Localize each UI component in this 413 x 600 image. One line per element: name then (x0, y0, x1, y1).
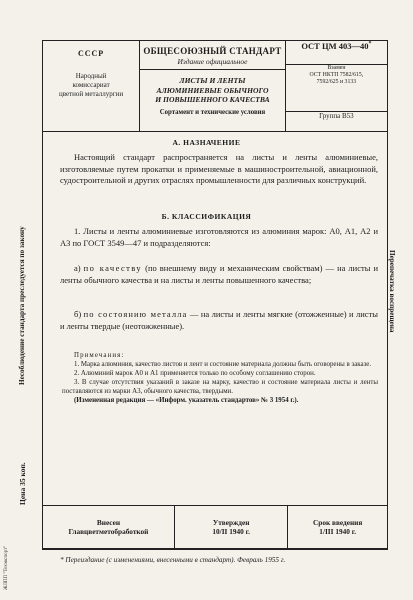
note-2: 2. Алюминий марок А0 и А1 применяется только по особому соглашению сторон. (74, 370, 316, 377)
approved-cell: Утвержден 10/II 1940 г. (174, 506, 287, 549)
issuer-org: Народный комиссариат цветной металлургии (59, 72, 124, 98)
note-3: 3. В случае отсутствия указаний в заказе на марку, качество и состояние материала листы и ленты поставляются из марки А3, обычного качества, твердыми. (62, 379, 378, 395)
section-b-heading: Б. КЛАССИФИКАЦИЯ (161, 212, 252, 221)
price-label: Цена 35 коп. (18, 462, 27, 505)
standard-number: ОСТ ЦМ 403—40* (285, 41, 387, 65)
title-cell (140, 41, 286, 132)
document-title: ЛИСТЫ И ЛЕНТЫ АЛЮМИНИЕВЫЕ ОБЫЧНОГО И ПОВЫШЕННОГО КАЧЕСТВА (155, 76, 270, 104)
classification-p2: а) по качеству (по внешнему виду и механическим свойствам) — на листы и ленты обычного качества и на листы и ленты повышенного качества; (60, 263, 379, 285)
classification-p1: 1. Листы и ленты алюминиевые изготовляются из алюминия марок: А0, А1, А2 и А3 по ГОСТ 3549—47 и подразделяются: (60, 226, 378, 248)
publisher-stamp: ЖЛПП "Техэкспорт" (4, 545, 9, 590)
header-table (42, 40, 388, 132)
standard-title: ОБЩЕСОЮЗНЫЙ СТАНДАРТ (143, 46, 282, 56)
classification-p3: б) по состоянию металла — на листы и ленты мягкие (отожженные) и листы и ленты твердые (неотожженные). (60, 309, 379, 331)
group-cell: Группа В53 (285, 112, 387, 132)
reprint-note: * Переиздание (с изменениями, внесенными в стандарт). Февраль 1955 г. (60, 556, 286, 564)
notes-title: Примечания: (74, 352, 125, 359)
section-a-heading: А. НАЗНАЧЕНИЕ (172, 138, 241, 147)
section-a-text: Настоящий стандарт распространяется на листы и ленты алюминиевые, изготовляемые путем прокатки и применяемые в машиностроительной, авиационной, судостроительной и других отраслях промышленности для различных конструкций. (60, 152, 378, 185)
replaces-cell: Взамен ОСТ НКТП 7582/615, 7592/625 и 3133 (285, 64, 387, 112)
effective-date-cell: Срок введения 1/III 1940 г. (288, 506, 388, 549)
legal-warning: Несоблюдение стандарта преследуется по закону (18, 226, 26, 385)
reprint-prohibited: Перепечатка воспрещена (388, 250, 396, 333)
edition-label: Издание официальное (177, 57, 248, 66)
issuer-cell (43, 41, 140, 132)
footer-table (42, 505, 388, 549)
country-label: СССР (77, 49, 105, 58)
revision-note: (Измененная редакция — «Информ. указатель стандартов» № 3 1954 г.). (74, 397, 299, 404)
notes-block (62, 351, 378, 405)
note-1: 1. Марка алюминия, качество листов и лент и состояние материала должны быть оговорены в заказе. (74, 361, 372, 368)
introduced-cell: Внесен Главцветметобработкой (43, 506, 175, 549)
document-subtitle: Сортамент и технические условия (159, 108, 266, 116)
